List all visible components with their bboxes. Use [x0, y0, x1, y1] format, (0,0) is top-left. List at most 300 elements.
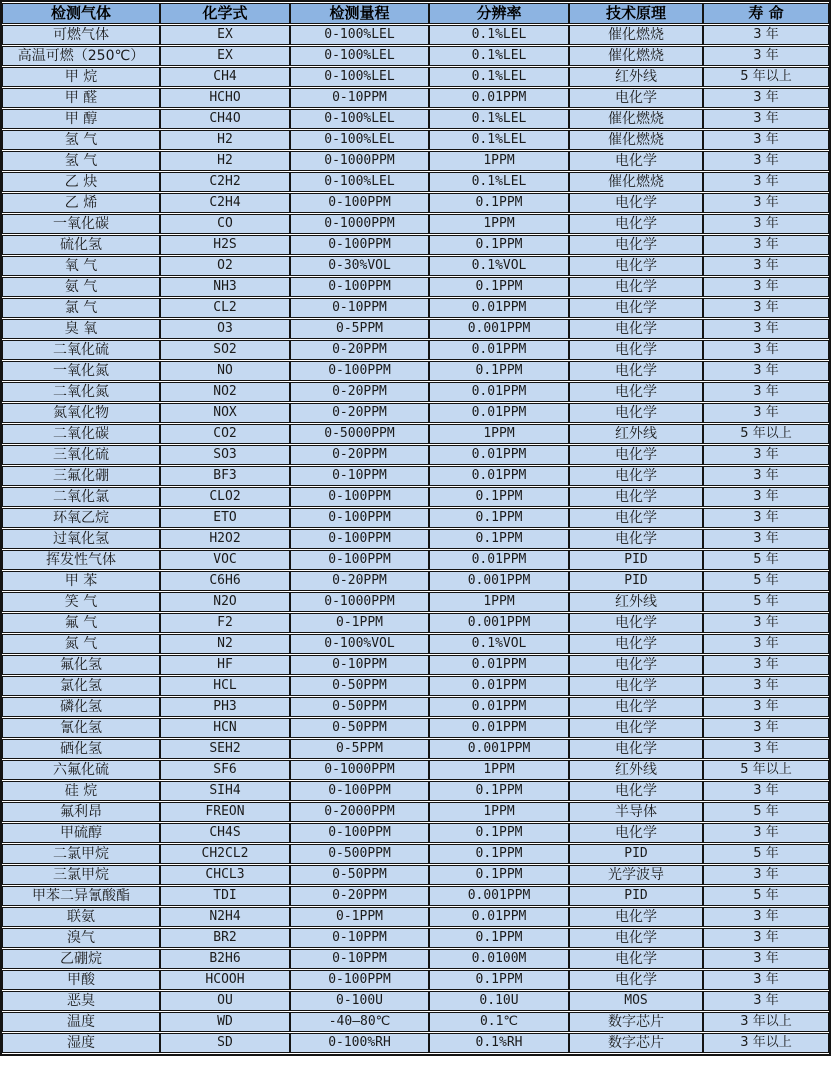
cell-principle: 电化学 [569, 949, 703, 969]
cell-resolution: 0.1PPM [429, 529, 569, 549]
cell-range: 0-100PPM [290, 193, 429, 213]
cell-gas: 二氧化硫 [2, 340, 160, 360]
table-row [2, 970, 829, 990]
cell-resolution: 0.001PPM [429, 886, 569, 906]
cell-range: 0-100PPM [290, 823, 429, 843]
cell-range: 0-100%LEL [290, 172, 429, 192]
cell-resolution: 0.1%RH [429, 1033, 569, 1053]
cell-resolution: 0.1℃ [429, 1012, 569, 1032]
cell-gas: 乙硼烷 [2, 949, 160, 969]
cell-resolution: 0.001PPM [429, 571, 569, 591]
cell-lifespan: 3 年 [703, 907, 829, 927]
cell-principle: 电化学 [569, 781, 703, 801]
cell-formula: HCN [160, 718, 290, 738]
table-row [2, 445, 829, 465]
cell-gas: 甲苯二异氰酸酯 [2, 886, 160, 906]
cell-lifespan: 3 年 [703, 655, 829, 675]
cell-resolution: 0.01PPM [429, 907, 569, 927]
cell-range: 0-100PPM [290, 508, 429, 528]
cell-formula: PH3 [160, 697, 290, 717]
cell-resolution: 0.1%LEL [429, 109, 569, 129]
cell-resolution: 0.01PPM [429, 403, 569, 423]
cell-range: 0-50PPM [290, 865, 429, 885]
cell-principle: 数字芯片 [569, 1033, 703, 1053]
cell-gas: 磷化氢 [2, 697, 160, 717]
cell-lifespan: 3 年 [703, 781, 829, 801]
table-row [2, 88, 829, 108]
cell-range: 0-100PPM [290, 277, 429, 297]
cell-principle: 电化学 [569, 277, 703, 297]
table-row [2, 718, 829, 738]
cell-formula: HF [160, 655, 290, 675]
cell-principle: 电化学 [569, 193, 703, 213]
cell-formula: SF6 [160, 760, 290, 780]
cell-resolution: 1PPM [429, 214, 569, 234]
cell-formula: H2 [160, 130, 290, 150]
table-row [2, 256, 829, 276]
cell-gas: 硅 烷 [2, 781, 160, 801]
table-row [2, 466, 829, 486]
cell-range: 0-100PPM [290, 970, 429, 990]
cell-lifespan: 3 年 [703, 928, 829, 948]
cell-gas: 笑 气 [2, 592, 160, 612]
cell-principle: 催化燃烧 [569, 46, 703, 66]
cell-formula: O3 [160, 319, 290, 339]
cell-resolution: 0.1PPM [429, 865, 569, 885]
cell-resolution: 1PPM [429, 424, 569, 444]
cell-lifespan: 5 年 [703, 844, 829, 864]
cell-principle: 电化学 [569, 340, 703, 360]
table-row [2, 844, 829, 864]
table-row [2, 1012, 829, 1032]
cell-lifespan: 3 年 [703, 214, 829, 234]
cell-lifespan: 3 年 [703, 319, 829, 339]
table-row [2, 865, 829, 885]
cell-resolution: 0.001PPM [429, 319, 569, 339]
cell-formula: NH3 [160, 277, 290, 297]
cell-principle: PID [569, 886, 703, 906]
cell-formula: C6H6 [160, 571, 290, 591]
column-header-formula: 化学式 [160, 3, 290, 24]
table-row [2, 928, 829, 948]
cell-lifespan: 3 年 [703, 151, 829, 171]
cell-range: 0-5PPM [290, 739, 429, 759]
cell-gas: 氮氧化物 [2, 403, 160, 423]
cell-lifespan: 3 年 [703, 382, 829, 402]
cell-gas: 二氧化氮 [2, 382, 160, 402]
cell-principle: 电化学 [569, 739, 703, 759]
column-header-gas: 检测气体 [2, 3, 160, 24]
cell-principle: 电化学 [569, 613, 703, 633]
cell-principle: 红外线 [569, 592, 703, 612]
cell-resolution: 0.01PPM [429, 382, 569, 402]
cell-resolution: 0.1PPM [429, 277, 569, 297]
cell-lifespan: 3 年 [703, 403, 829, 423]
column-header-range: 检测量程 [290, 3, 429, 24]
cell-principle: 电化学 [569, 970, 703, 990]
cell-gas: 三氟化硼 [2, 466, 160, 486]
cell-lifespan: 3 年 [703, 445, 829, 465]
cell-formula: CH4 [160, 67, 290, 87]
cell-gas: 一氧化氮 [2, 361, 160, 381]
cell-gas: 温度 [2, 1012, 160, 1032]
cell-lifespan: 3 年 [703, 25, 829, 45]
cell-resolution: 0.001PPM [429, 739, 569, 759]
cell-lifespan: 3 年 [703, 193, 829, 213]
cell-range: 0-10PPM [290, 655, 429, 675]
cell-principle: MOS [569, 991, 703, 1011]
cell-lifespan: 3 年 [703, 865, 829, 885]
cell-formula: HCOOH [160, 970, 290, 990]
cell-formula: CO2 [160, 424, 290, 444]
table-row [2, 886, 829, 906]
cell-gas: 三氧化硫 [2, 445, 160, 465]
cell-lifespan: 5 年 [703, 886, 829, 906]
cell-formula: BR2 [160, 928, 290, 948]
cell-range: 0-1PPM [290, 613, 429, 633]
cell-formula: N2O [160, 592, 290, 612]
cell-resolution: 0.01PPM [429, 550, 569, 570]
cell-resolution: 0.1%VOL [429, 634, 569, 654]
cell-formula: NOX [160, 403, 290, 423]
cell-formula: CH2CL2 [160, 844, 290, 864]
cell-range: 0-2000PPM [290, 802, 429, 822]
cell-lifespan: 3 年 [703, 697, 829, 717]
cell-formula: HCL [160, 676, 290, 696]
cell-gas: 甲 醛 [2, 88, 160, 108]
table-row [2, 907, 829, 927]
cell-gas: 甲 醇 [2, 109, 160, 129]
cell-range: 0-10PPM [290, 928, 429, 948]
cell-formula: H2 [160, 151, 290, 171]
cell-resolution: 0.001PPM [429, 613, 569, 633]
cell-principle: 电化学 [569, 466, 703, 486]
cell-lifespan: 3 年 [703, 172, 829, 192]
cell-gas: 氨 气 [2, 277, 160, 297]
cell-gas: 乙 烯 [2, 193, 160, 213]
cell-resolution: 0.01PPM [429, 88, 569, 108]
table-row [2, 277, 829, 297]
cell-formula: FREON [160, 802, 290, 822]
cell-gas: 臭 氧 [2, 319, 160, 339]
cell-range: 0-1000PPM [290, 151, 429, 171]
cell-principle: 电化学 [569, 319, 703, 339]
cell-formula: SO2 [160, 340, 290, 360]
column-header-resolution: 分辨率 [429, 3, 569, 24]
table-row [2, 634, 829, 654]
cell-range: -40—80℃ [290, 1012, 429, 1032]
cell-principle: 电化学 [569, 823, 703, 843]
cell-formula: N2 [160, 634, 290, 654]
table-row [2, 130, 829, 150]
table-row [2, 655, 829, 675]
cell-resolution: 0.01PPM [429, 340, 569, 360]
table-row [2, 802, 829, 822]
table-row [2, 991, 829, 1011]
cell-principle: 电化学 [569, 214, 703, 234]
cell-range: 0-10PPM [290, 466, 429, 486]
table-row [2, 151, 829, 171]
cell-principle: PID [569, 844, 703, 864]
cell-resolution: 0.01PPM [429, 655, 569, 675]
cell-lifespan: 3 年 [703, 823, 829, 843]
table-row [2, 46, 829, 66]
cell-resolution: 0.01PPM [429, 466, 569, 486]
cell-resolution: 0.1%LEL [429, 67, 569, 87]
cell-range: 0-20PPM [290, 340, 429, 360]
cell-gas: 氰化氢 [2, 718, 160, 738]
cell-principle: 数字芯片 [569, 1012, 703, 1032]
cell-gas: 甲硫醇 [2, 823, 160, 843]
cell-gas: 湿度 [2, 1033, 160, 1053]
cell-lifespan: 3 年 [703, 487, 829, 507]
header-row [2, 3, 829, 24]
cell-lifespan: 3 年 [703, 277, 829, 297]
cell-gas: 联氨 [2, 907, 160, 927]
table-row [2, 382, 829, 402]
cell-range: 0-100PPM [290, 550, 429, 570]
cell-lifespan: 3 年 [703, 298, 829, 318]
cell-principle: 电化学 [569, 445, 703, 465]
cell-gas: 三氯甲烷 [2, 865, 160, 885]
table-row [2, 25, 829, 45]
table-row [2, 592, 829, 612]
cell-principle: 电化学 [569, 235, 703, 255]
cell-resolution: 0.1PPM [429, 508, 569, 528]
cell-formula: NO2 [160, 382, 290, 402]
cell-principle: 电化学 [569, 655, 703, 675]
cell-formula: CH4S [160, 823, 290, 843]
table-row [2, 487, 829, 507]
cell-range: 0-1000PPM [290, 592, 429, 612]
table-row [2, 214, 829, 234]
cell-resolution: 0.01PPM [429, 718, 569, 738]
cell-gas: 挥发性气体 [2, 550, 160, 570]
cell-formula: F2 [160, 613, 290, 633]
cell-range: 0-100PPM [290, 361, 429, 381]
table-row [2, 571, 829, 591]
cell-principle: 电化学 [569, 88, 703, 108]
table-row [2, 361, 829, 381]
table-row [2, 319, 829, 339]
cell-principle: 电化学 [569, 634, 703, 654]
cell-lifespan: 3 年 [703, 466, 829, 486]
cell-principle: 电化学 [569, 907, 703, 927]
cell-formula: NO [160, 361, 290, 381]
cell-principle: 红外线 [569, 424, 703, 444]
cell-range: 0-100PPM [290, 781, 429, 801]
cell-resolution: 0.01PPM [429, 697, 569, 717]
cell-gas: 氢 气 [2, 130, 160, 150]
cell-lifespan: 3 年 [703, 46, 829, 66]
cell-resolution: 0.1PPM [429, 781, 569, 801]
cell-resolution: 1PPM [429, 760, 569, 780]
cell-gas: 氟 气 [2, 613, 160, 633]
cell-gas: 硫化氢 [2, 235, 160, 255]
cell-range: 0-30%VOL [290, 256, 429, 276]
cell-formula: CL2 [160, 298, 290, 318]
cell-range: 0-1PPM [290, 907, 429, 927]
cell-principle: 电化学 [569, 382, 703, 402]
cell-range: 0-100PPM [290, 487, 429, 507]
column-header-principle: 技术原理 [569, 3, 703, 24]
cell-formula: C2H2 [160, 172, 290, 192]
table-row [2, 739, 829, 759]
table-row [2, 403, 829, 423]
cell-lifespan: 5 年 [703, 571, 829, 591]
table-row [2, 823, 829, 843]
cell-range: 0-50PPM [290, 676, 429, 696]
cell-gas: 甲酸 [2, 970, 160, 990]
cell-resolution: 0.1PPM [429, 928, 569, 948]
table-row [2, 508, 829, 528]
cell-range: 0-20PPM [290, 403, 429, 423]
cell-resolution: 0.01PPM [429, 676, 569, 696]
cell-lifespan: 3 年 [703, 634, 829, 654]
cell-lifespan: 3 年 [703, 88, 829, 108]
cell-principle: 电化学 [569, 718, 703, 738]
cell-lifespan: 3 年 [703, 739, 829, 759]
cell-principle: PID [569, 571, 703, 591]
cell-principle: 电化学 [569, 697, 703, 717]
table-row [2, 109, 829, 129]
cell-resolution: 1PPM [429, 802, 569, 822]
cell-range: 0-100%LEL [290, 67, 429, 87]
cell-formula: B2H6 [160, 949, 290, 969]
cell-lifespan: 3 年 [703, 949, 829, 969]
cell-gas: 氯 气 [2, 298, 160, 318]
cell-lifespan: 5 年以上 [703, 760, 829, 780]
table-row [2, 676, 829, 696]
cell-gas: 氟利昂 [2, 802, 160, 822]
cell-formula: VOC [160, 550, 290, 570]
cell-resolution: 0.1PPM [429, 361, 569, 381]
cell-formula: CO [160, 214, 290, 234]
cell-principle: 催化燃烧 [569, 25, 703, 45]
cell-resolution: 0.1PPM [429, 487, 569, 507]
cell-range: 0-100%LEL [290, 130, 429, 150]
cell-gas: 氟化氢 [2, 655, 160, 675]
cell-range: 0-50PPM [290, 718, 429, 738]
cell-range: 0-100%LEL [290, 46, 429, 66]
cell-formula: H2S [160, 235, 290, 255]
cell-gas: 环氧乙烷 [2, 508, 160, 528]
cell-resolution: 0.10U [429, 991, 569, 1011]
cell-resolution: 0.01PPM [429, 298, 569, 318]
cell-lifespan: 3 年 [703, 109, 829, 129]
cell-formula: H2O2 [160, 529, 290, 549]
cell-formula: BF3 [160, 466, 290, 486]
table-row [2, 67, 829, 87]
cell-resolution: 1PPM [429, 151, 569, 171]
cell-principle: 红外线 [569, 760, 703, 780]
cell-gas: 二氧化氯 [2, 487, 160, 507]
cell-range: 0-20PPM [290, 886, 429, 906]
cell-range: 0-100%LEL [290, 109, 429, 129]
cell-range: 0-100PPM [290, 529, 429, 549]
cell-resolution: 0.1%LEL [429, 130, 569, 150]
cell-gas: 氮 气 [2, 634, 160, 654]
cell-lifespan: 5 年 [703, 592, 829, 612]
column-header-lifespan: 寿 命 [703, 3, 829, 24]
cell-lifespan: 3 年 [703, 613, 829, 633]
cell-gas: 硒化氢 [2, 739, 160, 759]
cell-formula: SD [160, 1033, 290, 1053]
cell-principle: 催化燃烧 [569, 130, 703, 150]
cell-principle: 催化燃烧 [569, 172, 703, 192]
cell-lifespan: 3 年 [703, 970, 829, 990]
cell-range: 0-5PPM [290, 319, 429, 339]
cell-lifespan: 3 年 [703, 340, 829, 360]
table-row [2, 781, 829, 801]
cell-formula: EX [160, 46, 290, 66]
cell-range: 0-10PPM [290, 88, 429, 108]
table-row [2, 529, 829, 549]
cell-gas: 可燃气体 [2, 25, 160, 45]
cell-gas: 二氯甲烷 [2, 844, 160, 864]
cell-lifespan: 3 年以上 [703, 1033, 829, 1053]
cell-formula: HCHO [160, 88, 290, 108]
cell-formula: O2 [160, 256, 290, 276]
cell-range: 0-20PPM [290, 445, 429, 465]
cell-range: 0-100U [290, 991, 429, 1011]
cell-resolution: 1PPM [429, 592, 569, 612]
cell-range: 0-10PPM [290, 298, 429, 318]
cell-gas: 恶臭 [2, 991, 160, 1011]
cell-lifespan: 5 年以上 [703, 67, 829, 87]
table-row [2, 172, 829, 192]
cell-gas: 甲 苯 [2, 571, 160, 591]
cell-resolution: 0.01PPM [429, 445, 569, 465]
cell-gas: 二氧化碳 [2, 424, 160, 444]
cell-principle: 光学波导 [569, 865, 703, 885]
cell-range: 0-100%RH [290, 1033, 429, 1053]
cell-principle: 电化学 [569, 151, 703, 171]
cell-gas: 过氧化氢 [2, 529, 160, 549]
table-row [2, 613, 829, 633]
table-row [2, 760, 829, 780]
cell-lifespan: 3 年 [703, 361, 829, 381]
cell-range: 0-100%VOL [290, 634, 429, 654]
cell-resolution: 0.0100M [429, 949, 569, 969]
cell-formula: CH4O [160, 109, 290, 129]
cell-principle: 催化燃烧 [569, 109, 703, 129]
cell-gas: 高温可燃（250℃） [2, 46, 160, 66]
cell-resolution: 0.1%LEL [429, 46, 569, 66]
cell-formula: EX [160, 25, 290, 45]
cell-principle: 电化学 [569, 361, 703, 381]
cell-principle: 半导体 [569, 802, 703, 822]
cell-range: 0-5000PPM [290, 424, 429, 444]
cell-principle: 电化学 [569, 529, 703, 549]
cell-formula: N2H4 [160, 907, 290, 927]
cell-formula: SEH2 [160, 739, 290, 759]
cell-formula: C2H4 [160, 193, 290, 213]
table-row [2, 550, 829, 570]
cell-range: 0-50PPM [290, 697, 429, 717]
cell-principle: 红外线 [569, 67, 703, 87]
cell-resolution: 0.1PPM [429, 844, 569, 864]
cell-formula: CHCL3 [160, 865, 290, 885]
cell-lifespan: 5 年 [703, 802, 829, 822]
cell-formula: SIH4 [160, 781, 290, 801]
cell-lifespan: 3 年 [703, 718, 829, 738]
table-row [2, 298, 829, 318]
table-row [2, 340, 829, 360]
cell-gas: 六氟化硫 [2, 760, 160, 780]
cell-range: 0-10PPM [290, 949, 429, 969]
cell-gas: 一氧化碳 [2, 214, 160, 234]
